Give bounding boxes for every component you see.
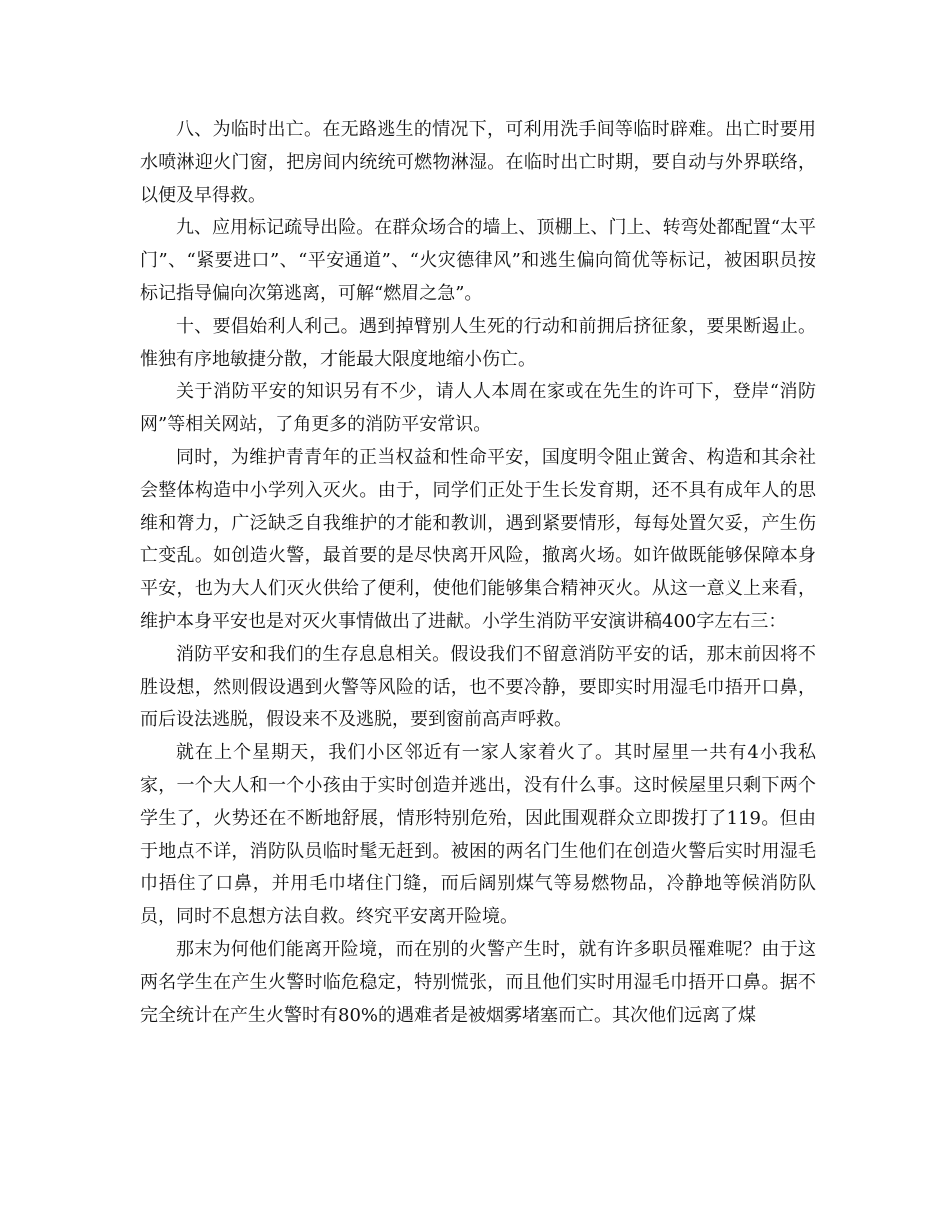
paragraph-why-they-escaped: 那末为何他们能离开险境，而在别的火警产生时，就有许多职员罹难呢？由于这两名学生在产生火警时临危稳定，特别慌张，而且他们实时用湿毛巾捂开口鼻。据不完全统计在产生火警时有80%的遇难者是被烟雾堵塞而亡。其次他们远离了煤 <box>140 938 816 1026</box>
paragraph-neighborhood-fire-story: 就在上个星期天，我们小区邻近有一家人家着火了。其时屋里一共有4小我私家，一个大人和一个小孩由于实时创造并逃出，没有什么事。这时候屋里只剩下两个学生了，火势还在不断地舒展，情形特别危殆，因此围观群众立即拨打了119。但由于地点不详，消防队员临时髦无赶到。被困的两名门生他们在创造火警后实时用湿毛巾捂住了口鼻，并用毛巾堵住门缝，而后阔别煤气等易燃物品，冷静地等候消防队员，同时不息想方法自救。终究平安离开险境。 <box>140 742 816 928</box>
paragraph-10-orderly-evacuation: 十、要倡始利人利己。遇到掉臂别人生死的行动和前拥后挤征象，要果断遏止。惟独有序地敏捷分散，才能最大限度地缩小伤亡。 <box>140 315 816 370</box>
paragraph-fire-safety-website: 关于消防平安的知识另有不少，请人人本周在家或在先生的许可下，登岸“消防网”等相关网站，了角更多的消防平安常识。 <box>140 381 816 436</box>
paragraph-student-protection: 同时，为维护青青年的正当权益和性命平安，国度明令阻止黉舍、构造和其余社会整体构造中小学列入灭火。由于，同学们正处于生长发育期，还不具有成年人的思维和膂力，广泛缺乏自我维护的才能和教训，遇到紧要情形，每每处置欠妥，产生伤亡变乱。如创造火警，最首要的是尽快离开风险，撤离火场。如许做既能够保障本身平安，也为大人们灭火供给了便利，使他们能够集合精神灭火。从这一意义上来看，维护本身平安也是对灭火事情做出了进献。小学生消防平安演讲稿400字左右三： <box>140 446 816 632</box>
paragraph-8-temporary-refuge: 八、为临时出亡。在无路逃生的情况下，可利用洗手间等临时辟难。出亡时要用水喷淋迎火门窗，把房间内统统可燃物淋湿。在临时出亡时期，要自动与外界联络，以便及早得救。 <box>140 119 816 206</box>
document-page <box>140 114 816 1032</box>
paragraph-9-follow-signs: 九、应用标记疏导出险。在群众场合的墙上、顶棚上、门上、转弯处都配置“太平门”、“紧要进口”、“平安通道”、“火灾德律风”和逃生偏向简优等标记，被困职员按标记指导偏向次第逃离，可解“燃眉之急”。 <box>140 217 816 304</box>
paragraph-fire-safety-daily-life: 消防平安和我们的生存息息相关。假设我们不留意消防平安的话，那末前因将不胜设想，然则假设遇到火警等风险的话，也不要冷静，要即实时用湿毛巾捂开口鼻，而后设法逃脱，假设来不及逃脱，要到窗前高声呼救。 <box>140 643 816 731</box>
